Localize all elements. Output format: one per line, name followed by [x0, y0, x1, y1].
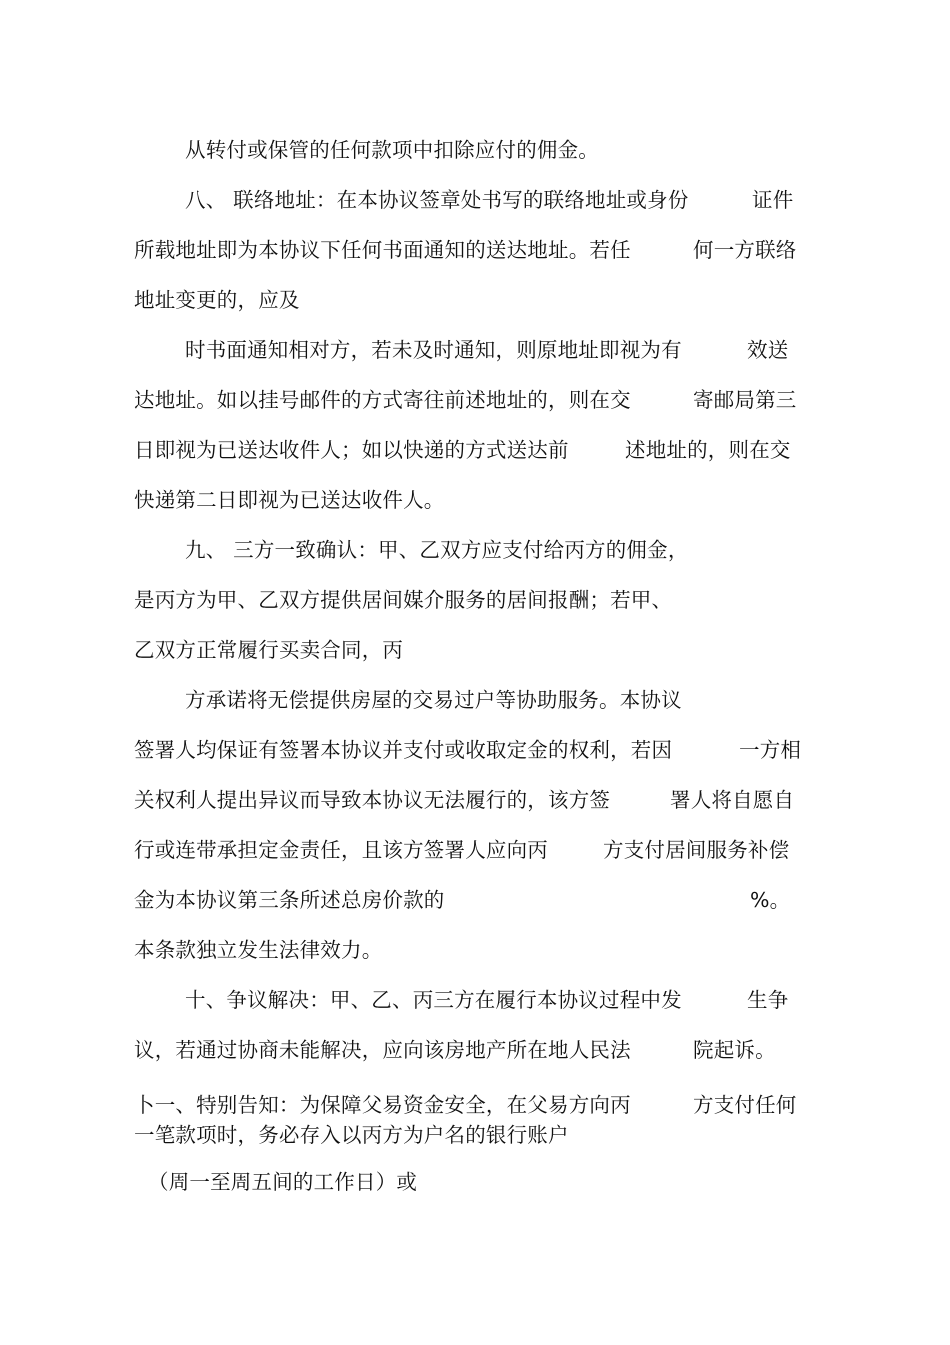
text-line: （周一至周五间的工作日）或 [148, 1170, 418, 1194]
text-line: 快递第二日即视为已送达收件人。 [134, 488, 445, 512]
text-line: 九、 三方一致确认：甲、乙双方应支付给丙方的佣金， [185, 538, 689, 562]
text-line: 本条款独立发生法律效力。 [134, 938, 383, 962]
text-line: 寄邮局第三 [693, 388, 797, 412]
text-line: 达地址。如以挂号邮件的方式寄往前述地址的，则在交 [134, 388, 631, 412]
text-line: 效送 [747, 338, 789, 362]
text-line: 关权利人提出异议而导致本协议无法履行的，该方签 [134, 788, 611, 812]
text-line: 生争 [747, 988, 789, 1012]
text-line: 院起诉。 [693, 1038, 776, 1062]
text-line: 行或连带承担定金责任，且该方签署人应向丙 [134, 838, 548, 862]
text-line: 证件 [752, 188, 794, 212]
text-line: 卜一、特别告知：为保障父易资金安全，在父易方向丙 [134, 1093, 631, 1117]
text-line: 一笔款项时，务必存入以丙方为户名的银行账户 [134, 1123, 569, 1147]
text-line: %。 [750, 888, 791, 912]
text-line: 署人将自愿自 [670, 788, 795, 812]
text-line: 乙双方正常履行买卖合同，丙 [134, 638, 404, 662]
text-line: 方支付任何 [693, 1093, 797, 1117]
text-line: 地址变更的，应及 [134, 288, 300, 312]
text-line: 一方相 [739, 738, 802, 762]
text-line: 何一方联络 [693, 238, 797, 262]
text-line: 时书面通知相对方，若未及时通知，则原地址即视为有 [185, 338, 682, 362]
text-line: 方支付居间服务补偿 [603, 838, 790, 862]
text-line: 是丙方为甲、乙双方提供居间媒介服务的居间报酬；若甲、 [134, 588, 673, 612]
text-line: 日即视为已送达收件人；如以快递的方式送达前 [134, 438, 569, 462]
text-line: 方承诺将无偿提供房屋的交易过户等协助服务。本协议 [185, 688, 682, 712]
text-line: 议，若通过协商未能解决，应向该房地产所在地人民法 [134, 1038, 631, 1062]
text-line: 所载地址即为本协议下任何书面通知的送达地址。若任 [134, 238, 631, 262]
text-line: 金为本协议第三条所述总房价款的 [134, 888, 445, 912]
text-line: 十、争议解决：甲、乙、丙三方在履行本协议过程中发 [185, 988, 682, 1012]
text-line: 从转付或保管的任何款项中扣除应付的佣金。 [185, 138, 599, 162]
text-line: 签署人均保证有签署本协议并支付或收取定金的权利，若因 [134, 738, 673, 762]
text-line: 述地址的，则在交 [625, 438, 791, 462]
text-line: 八、 联络地址：在本协议签章处书写的联络地址或身份 [185, 188, 689, 212]
